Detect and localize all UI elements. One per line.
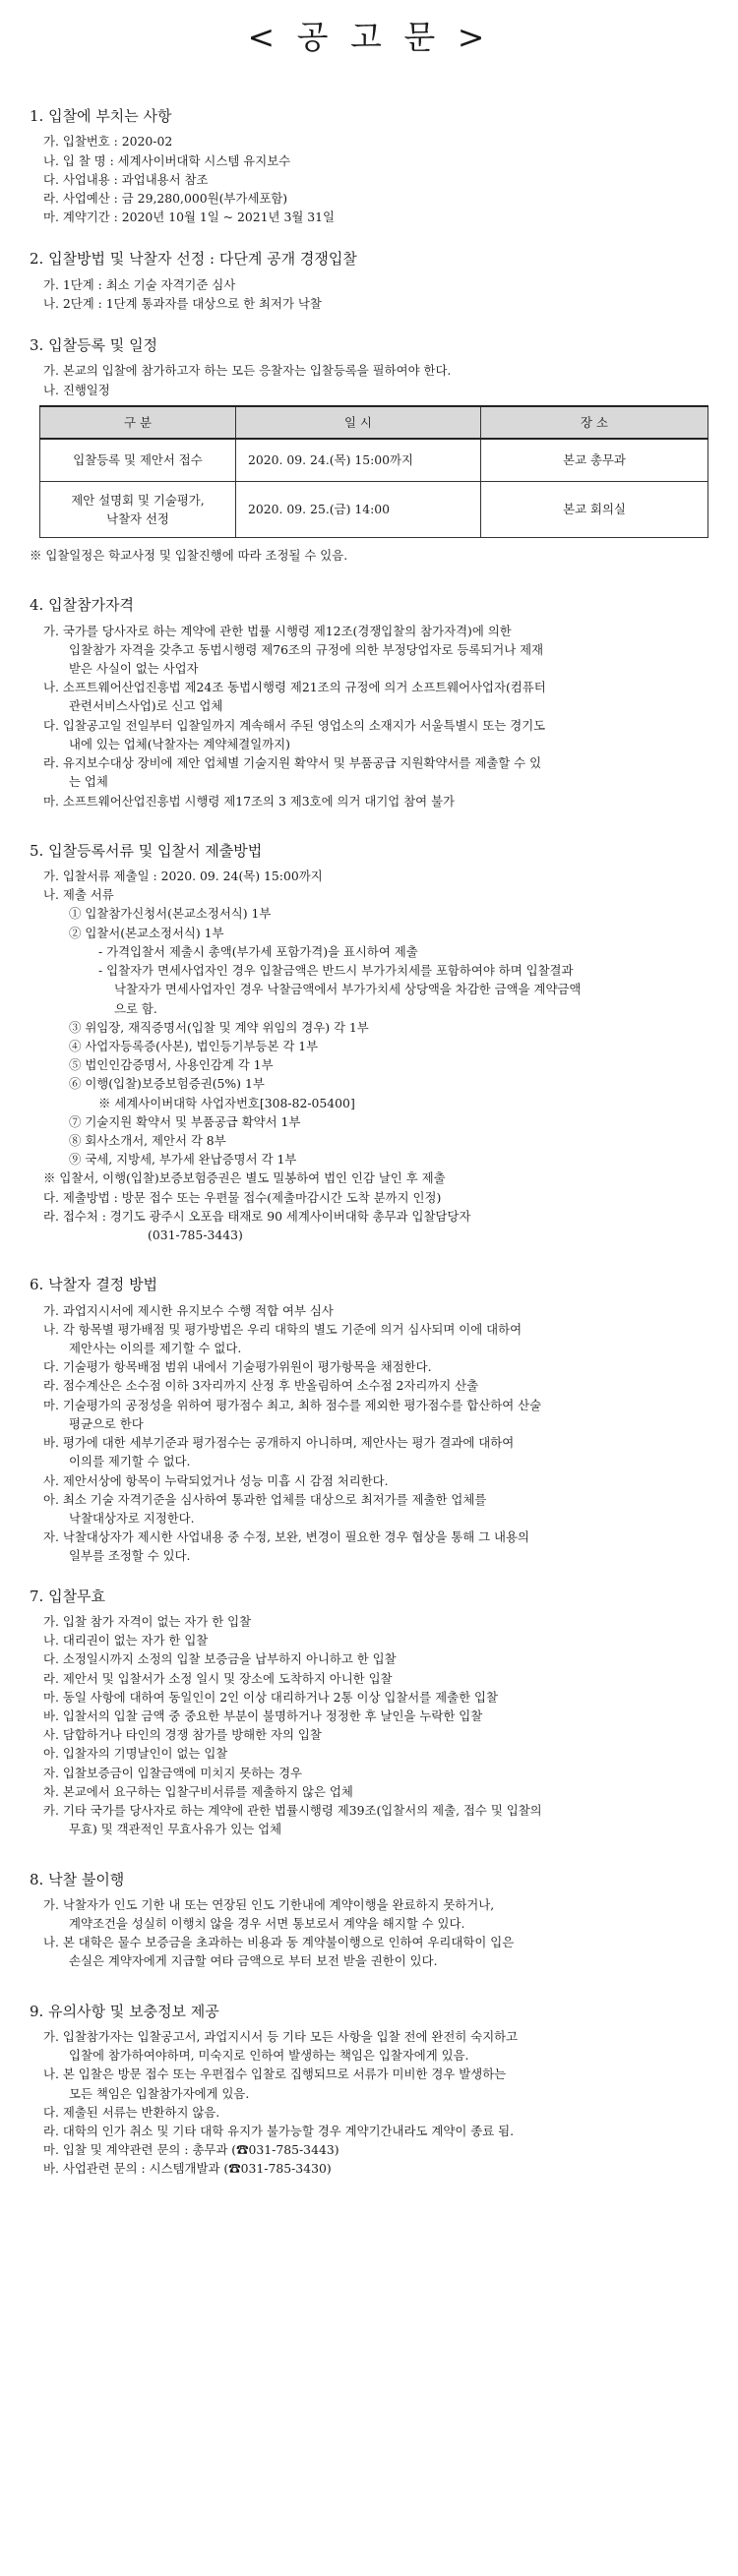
contact-bid-inquiry: 마. 입찰 및 계약관련 문의 : 총무과 (☎031-785-3443) xyxy=(43,2142,339,2158)
list-item: 나. 대리권이 없는 자가 한 입찰 xyxy=(43,1633,209,1648)
list-item: 자. 입찰보증금이 입찰금액에 미치지 못하는 경우 xyxy=(43,1765,303,1780)
list-item-continuation: 제안사는 이의를 제기할 수 없다. xyxy=(69,1341,242,1356)
list-item: 나. 진행일정 xyxy=(43,382,110,397)
list-item: 가. 국가를 당사자로 하는 계약에 관한 법률 시행령 제12조(경쟁입찰의 참가자격)에 의한 xyxy=(43,623,512,638)
list-item: 마. 기술평가의 공정성을 위하여 평가점수 최고, 최하 점수를 제외한 평가점수를 합산하여 산술 xyxy=(43,1397,542,1412)
list-item-continuation: 평균으로 한다 xyxy=(69,1415,144,1431)
section-invalid-bids xyxy=(30,1586,708,1839)
list-item: 나. 본 대학은 물수 보증금을 초과하는 비용과 동 계약불이행으로 인하여 우리대학이 입은 xyxy=(43,1935,515,1950)
list-item-continuation: 관련서비스사업)로 신고 업체 xyxy=(69,698,223,714)
document-item: ⑧ 회사소개서, 제안서 각 8부 xyxy=(69,1133,226,1149)
list-item: 다. 기술평가 항목배점 범위 내에서 기술평가위원이 평가항목을 채점한다. xyxy=(43,1359,432,1375)
table-cell: 2020. 09. 24.(목) 15:00까지 xyxy=(236,439,481,482)
list-item: 가. 1단계 : 최소 기술 자격기준 심사 xyxy=(43,276,236,292)
list-item: 가. 입찰 참가 자격이 없는 자가 한 입찰 xyxy=(43,1613,252,1629)
list-item: 마. 소프트웨어산업진흥법 시행령 제17조의 3 제3호에 의거 대기업 참여 불가 xyxy=(43,793,456,809)
list-item: 라. 점수계산은 소수점 이하 3자리까지 산정 후 반올림하여 소수점 2자리까지 산출 xyxy=(43,1378,479,1394)
page-title: < 공 고 문 > xyxy=(247,18,491,56)
document-detail: - 가격입찰서 제출시 총액(부가세 포함가격)을 표시하여 제출 xyxy=(98,943,418,959)
table-header-row xyxy=(40,406,708,439)
list-item: 라. 접수처 : 경기도 광주시 오포읍 태재로 90 세계사이버대학 총무과 입찰담당자 xyxy=(43,1208,471,1224)
table-cell: 본교 회의실 xyxy=(481,482,708,538)
list-item-continuation: 낙찰대상자로 지정한다. xyxy=(69,1511,195,1527)
list-item: 나. 소프트웨어산업진흥법 제24조 동법시행령 제21조의 규정에 의거 소프트웨어사업자(컴퓨터 xyxy=(43,680,546,695)
list-item: 가. 본교의 입찰에 참가하고자 하는 모든 응찰자는 입찰등록을 필하여야 한다. xyxy=(43,363,452,379)
list-item: 자. 낙찰대상자가 제시한 사업내용 중 수정, 보완, 변경이 필요한 경우 협상을 통해 그 내용의 xyxy=(43,1529,529,1545)
list-item: 바. 평가에 대한 세부기준과 평가점수는 공개하지 아니하며, 제안사는 평가 결과에 대하여 xyxy=(43,1435,515,1451)
list-item: 사. 담합하거나 타인의 경쟁 참가를 방해한 자의 입찰 xyxy=(43,1727,322,1743)
list-item: 바. 입찰서의 입찰 금액 중 중요한 부분이 불명하거나 정정한 후 날인을 누락한 입찰 xyxy=(43,1708,483,1724)
list-item: 아. 최소 기술 자격기준을 심사하여 통과한 업체를 대상으로 최저가를 제출한 업체를 xyxy=(43,1491,487,1507)
seal-note: ※ 입찰서, 이행(입찰)보증보험증권은 별도 밀봉하여 법인 인감 날인 후 제출 xyxy=(43,1170,446,1186)
document-detail: 으로 함. xyxy=(114,1000,157,1016)
list-item: 사. 제안서상에 항목이 누락되었거나 성능 미흡 시 감점 처리한다. xyxy=(43,1472,389,1488)
section-non-performance xyxy=(30,1869,708,1971)
list-item: 나. 본 입찰은 방문 접수 또는 우편접수 입찰로 집행되므로 서류가 미비한 경우 발생하는 xyxy=(43,2067,507,2082)
list-item: 다. 입찰공고일 전일부터 입찰일까지 계속해서 주된 영업소의 소재지가 서울특별시 또는 경기도 xyxy=(43,717,546,733)
list-item: 나. 제출 서류 xyxy=(43,887,114,903)
list-item: 차. 본교에서 요구하는 입찰구비서류를 제출하지 않은 업체 xyxy=(43,1783,353,1799)
document-item: ⑦ 기술지원 확약서 및 부품공급 확약서 1부 xyxy=(69,1113,301,1129)
table-row xyxy=(40,482,708,538)
list-item: 라. 유지보수대상 장비에 제안 업체별 기술지원 확약서 및 부품공급 지원확약서를 제출할 수 있 xyxy=(43,755,542,771)
list-item: 가. 낙찰자가 인도 기한 내 또는 연장된 인도 기한내에 계약이행을 완료하지 못하거나, xyxy=(43,1896,495,1912)
contact-project-inquiry: 바. 사업관련 문의 : 시스템개발과 (☎031-785-3430) xyxy=(43,2161,332,2177)
section-title: 2. 입찰방법 및 낙찰자 선정 : 다단계 공개 경쟁입찰 xyxy=(30,250,357,269)
document-item: ④ 사업자등록증(사본), 법인등기부등본 각 1부 xyxy=(69,1038,319,1053)
list-item: 카. 기타 국가를 당사자로 하는 계약에 관한 법률시행령 제39조(입찰서의 제출, 접수 및 입찰의 xyxy=(43,1803,542,1819)
list-item: 다. 사업내용 : 과업내용서 참조 xyxy=(43,171,209,187)
section-title: 1. 입찰에 부치는 사항 xyxy=(30,107,172,126)
schedule-note: ※ 입찰일정은 학교사정 및 입찰진행에 따라 조정될 수 있음. xyxy=(30,548,348,564)
list-item: 다. 소정일시까지 소정의 입찰 보증금을 납부하지 아니하고 한 입찰 xyxy=(43,1651,397,1667)
list-item-continuation: 이의를 제기할 수 없다. xyxy=(69,1454,191,1469)
section-title: 8. 낙찰 불이행 xyxy=(30,1870,125,1888)
list-item-continuation: 내에 있는 업체(낙찰자는 계약체결일까지) xyxy=(69,736,290,751)
section-title: 4. 입찰참가자격 xyxy=(30,596,135,615)
section-title: 5. 입찰등록서류 및 입찰서 제출방법 xyxy=(30,841,263,860)
table-cell: 제안 설명회 및 기술평가, 낙찰자 선정 xyxy=(40,482,236,538)
document-detail: 낙찰자가 면세사업자인 경우 낙찰금액에서 부가가치세 상당액을 차감한 금액을 계약금액 xyxy=(114,982,582,997)
table-row xyxy=(40,439,708,482)
list-item: 다. 제출된 서류는 반환하지 않음. xyxy=(43,2104,220,2120)
table-cell: 2020. 09. 25.(금) 14:00 xyxy=(236,482,481,538)
list-item: 가. 입찰서류 제출일 : 2020. 09. 24(목) 15:00까지 xyxy=(43,868,323,883)
section-title: 9. 유의사항 및 보충정보 제공 xyxy=(30,2002,219,2020)
document-item: ⑨ 국세, 지방세, 부가세 완납증명서 각 1부 xyxy=(69,1152,297,1168)
list-item: 가. 입찰번호 : 2020-02 xyxy=(43,134,173,150)
section-bid-items xyxy=(30,105,708,226)
list-item: 라. 사업예산 : 금 29,280,000원(부가세포함) xyxy=(43,191,288,207)
list-item: 나. 각 항목별 평가배점 및 평가방법은 우리 대학의 별도 기준에 의거 심사되며 이에 대하여 xyxy=(43,1321,523,1337)
list-item-continuation: 무효) 및 객관적인 무효사유가 있는 업체 xyxy=(69,1822,282,1837)
list-item: 가. 입찰참가자는 입찰공고서, 과업지시서 등 기타 모든 사항을 입찰 전에 완전히 숙지하고 xyxy=(43,2028,519,2044)
section-title: 6. 낙찰자 결정 방법 xyxy=(30,1276,158,1294)
document-item: ③ 위임장, 재직증명서(입찰 및 계약 위임의 경우) 각 1부 xyxy=(69,1019,369,1035)
list-item-continuation: 모든 책임은 입찰참가자에게 있음. xyxy=(69,2085,250,2101)
list-item: 아. 입찰자의 기명날인이 없는 입찰 xyxy=(43,1746,228,1762)
list-item-continuation: 입찰참가 자격을 갖추고 동법시행령 제76조의 규정에 의한 부정당업자로 등록되거나 제재 xyxy=(69,641,544,657)
list-item: 마. 동일 사항에 대하여 동일인이 2인 이상 대리하거나 2통 이상 입찰서를 제출한 입찰 xyxy=(43,1689,498,1705)
column-header: 장 소 xyxy=(481,406,708,439)
list-item-continuation: 받은 사실이 없는 사업자 xyxy=(69,660,199,676)
list-item-continuation: 일부를 조정할 수 있다. xyxy=(69,1548,191,1564)
business-number-note: ※ 세계사이버대학 사업자번호[308-82-05400] xyxy=(98,1095,355,1110)
document-detail: - 입찰자가 면세사업자인 경우 입찰금액은 반드시 부가가치세를 포함하여야 하며 입찰결과 xyxy=(98,963,574,979)
document-item: ⑥ 이행(입찰)보증보험증권(5%) 1부 xyxy=(69,1076,265,1092)
list-item-continuation: 입찰에 참가하여야하며, 미숙지로 인하여 발생하는 책임은 입찰자에게 있음. xyxy=(69,2048,469,2064)
section-notes-info xyxy=(30,2001,708,2179)
document-item: ⑤ 법인인감증명서, 사용인감계 각 1부 xyxy=(69,1057,274,1073)
section-eligibility xyxy=(30,594,708,809)
document-item: ① 입찰참가신청서(본교소정서식) 1부 xyxy=(69,906,272,922)
list-item: 나. 2단계 : 1단계 통과자를 대상으로 한 최저가 낙찰 xyxy=(43,295,322,311)
list-item: 가. 과업지시서에 제시한 유지보수 수행 적합 여부 심사 xyxy=(43,1302,334,1318)
section-title: 3. 입찰등록 및 일정 xyxy=(30,336,158,355)
document-item: ② 입찰서(본교소정서식) 1부 xyxy=(69,925,224,940)
list-item: 라. 제안서 및 입찰서가 소정 일시 및 장소에 도착하지 아니한 입찰 xyxy=(43,1670,393,1686)
list-item: 나. 입 찰 명 : 세계사이버대학 시스템 유지보수 xyxy=(43,152,291,168)
section-registration-schedule xyxy=(30,334,708,565)
table-cell: 본교 총무과 xyxy=(481,439,708,482)
list-item-continuation: 손실은 계약자에게 지급할 여타 금액으로 부터 보전 받을 권한이 있다. xyxy=(69,1953,438,1969)
schedule-table xyxy=(39,405,708,538)
section-title: 7. 입찰무효 xyxy=(30,1587,106,1605)
contact-phone: (031-785-3443) xyxy=(148,1228,243,1243)
list-item: 라. 대학의 인가 취소 및 기타 대학 유지가 불가능할 경우 계약기간내라도 계약이 종료 됨. xyxy=(43,2124,515,2139)
column-header: 일 시 xyxy=(236,406,481,439)
list-item-continuation: 는 업체 xyxy=(69,774,108,790)
list-item-continuation: 계약조건을 성실히 이행치 않을 경우 서면 통보로서 계약을 해지할 수 있다. xyxy=(69,1916,465,1932)
list-item: 다. 제출방법 : 방문 접수 또는 우편물 접수(제출마감시간 도착 분까지 인정) xyxy=(43,1189,442,1205)
section-bid-method xyxy=(30,248,708,313)
column-header: 구 분 xyxy=(40,406,236,439)
list-item: 마. 계약기간 : 2020년 10월 1일 ~ 2021년 3월 31일 xyxy=(43,210,335,225)
section-award-method xyxy=(30,1274,708,1565)
table-cell: 입찰등록 및 제안서 접수 xyxy=(40,439,236,482)
section-documents-submission xyxy=(30,840,708,1245)
